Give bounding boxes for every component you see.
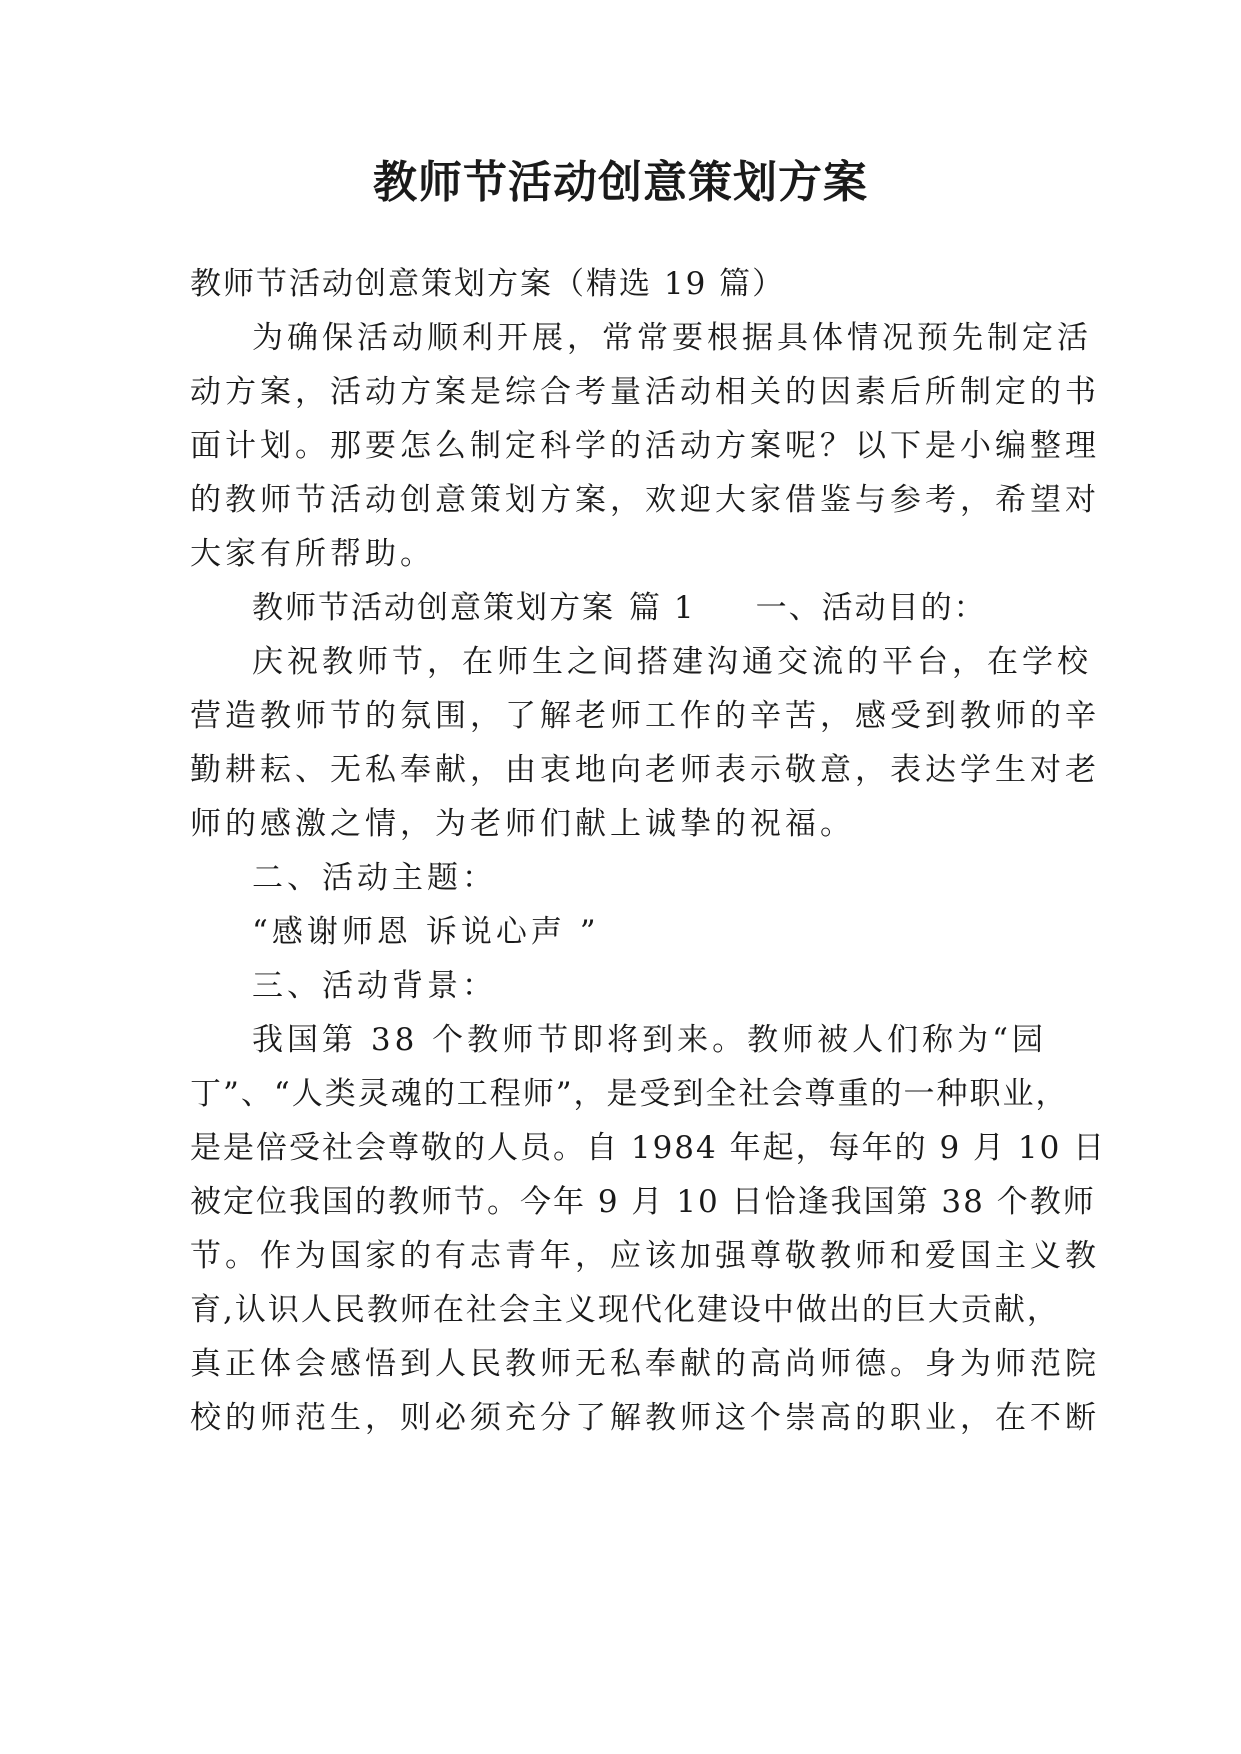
document-subtitle: 教师节活动创意策划方案（精选 19 篇） [190, 266, 786, 302]
section3-line: 被定位我国的教师节。今年 9 月 10 日恰逢我国第 38 个教师 [190, 1184, 1096, 1220]
section1-line: 庆祝教师节，在师生之间搭建沟通交流的平台，在学校 [252, 644, 1092, 680]
section3-line: 校的师范生，则必须充分了解教师这个崇高的职业，在不断 [190, 1400, 1100, 1436]
intro-line: 动方案，活动方案是综合考量活动相关的因素后所制定的书 [190, 374, 1100, 410]
section-heading: 一、活动目的： [755, 590, 987, 626]
theme-part: 诉说心声 ” [425, 914, 600, 950]
intro-line: 面计划。那要怎么制定科学的活动方案呢？以下是小编整理 [190, 428, 1100, 464]
section-heading: 三、活动背景： [252, 968, 497, 1004]
section1-line: 营造教师节的氛围，了解老师工作的辛苦，感受到教师的辛 [190, 698, 1100, 734]
section3-line: 真正体会感悟到人民教师无私奉献的高尚师德。身为师范院 [190, 1346, 1100, 1382]
intro-line: 为确保活动顺利开展，常常要根据具体情况预先制定活 [252, 320, 1092, 356]
section3-line: 育,认识人民教师在社会主义现代化建设中做出的巨大贡献， [190, 1292, 1060, 1328]
intro-line: 大家有所帮助。 [190, 536, 435, 572]
section-heading: 二、活动主题： [252, 860, 497, 896]
section3-line: 丁”、“人类灵魂的工程师”，是受到全社会尊重的一种职业， [190, 1076, 1069, 1112]
page-title: 教师节活动创意策划方案 [373, 157, 868, 208]
intro-line: 的教师节活动创意策划方案，欢迎大家借鉴与参考，希望对 [190, 482, 1100, 518]
chapter-heading: 教师节活动创意策划方案 [252, 590, 615, 626]
theme-line [252, 910, 1132, 954]
chapter-number: 篇 1 [629, 590, 696, 626]
section1-line: 勤耕耘、无私奉献，由衷地向老师表示敬意，表达学生对老 [190, 752, 1100, 788]
theme-part: “感谢师恩 [252, 914, 412, 950]
chapter-heading-row [252, 586, 1132, 630]
section1-line: 师的感激之情，为老师们献上诚挚的祝福。 [190, 806, 855, 842]
section3-line: 是是倍受社会尊敬的人员。自 1984 年起，每年的 9 月 10 日 [190, 1130, 1107, 1166]
section3-line: 节。作为国家的有志青年，应该加强尊敬教师和爱国主义教 [190, 1238, 1100, 1274]
section3-line: 我国第 38 个教师节即将到来。教师被人们称为“园 [252, 1022, 1048, 1058]
